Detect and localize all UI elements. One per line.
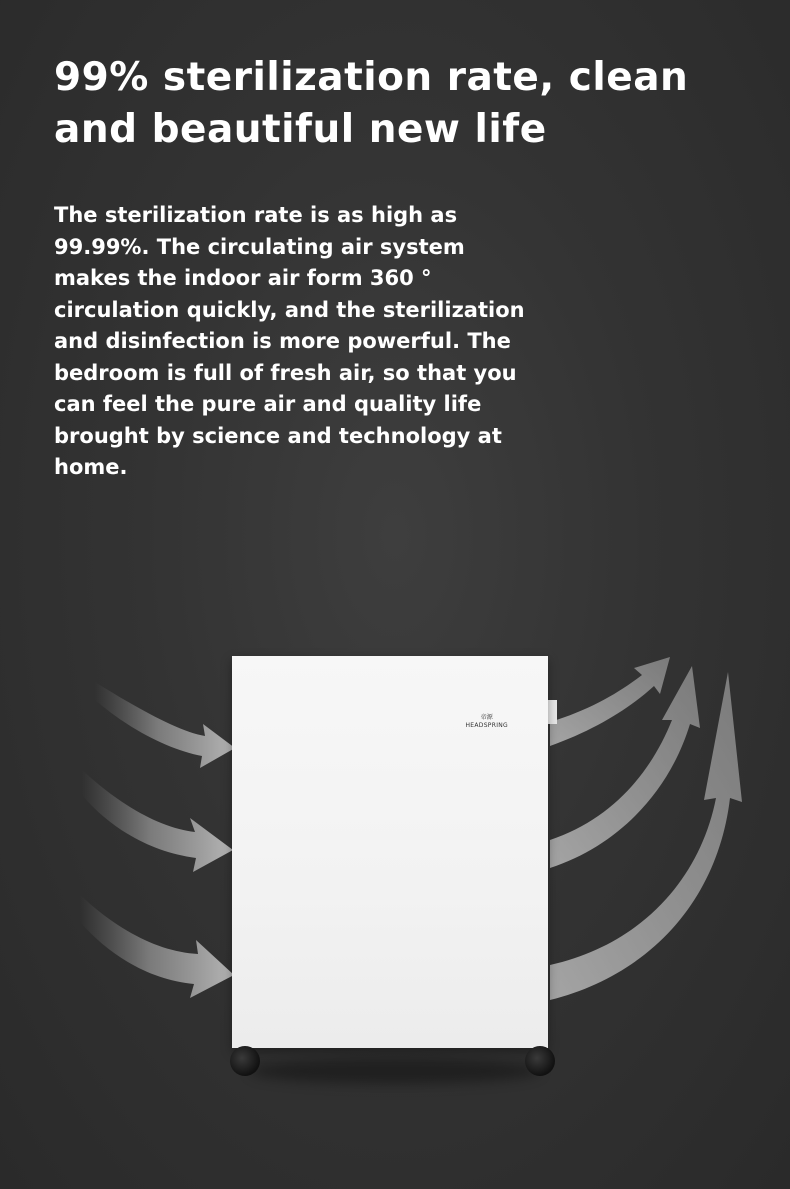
caster-wheel-right <box>525 1046 555 1076</box>
brand-logo-en: HEADSPRING <box>465 722 508 729</box>
brand-logo-cn: 帝源 <box>480 714 493 721</box>
incoming-arrow-bottom <box>80 895 234 998</box>
product-scene <box>0 560 790 1120</box>
incoming-arrow-top <box>95 682 235 768</box>
description-paragraph: The sterilization rate is as high as 99.99%. The circulating air system makes the indoor air form 360 ° circulation quickly, and the sterilization and disinfection is more powerful. The bedroom is full of fresh air, so that you can feel the pure air and quality life brought by science and technology at home. <box>54 203 525 479</box>
floor-shadow <box>250 1058 540 1084</box>
caster-wheel-left <box>230 1046 260 1076</box>
product-side-panel <box>548 700 557 724</box>
incoming-arrow-middle <box>82 770 233 872</box>
headline: 99% sterilization rate, clean and beautiful new life <box>54 55 689 152</box>
air-purifier-body <box>232 656 548 1048</box>
brand-logo <box>465 714 508 730</box>
outgoing-arrow-top <box>550 657 670 746</box>
